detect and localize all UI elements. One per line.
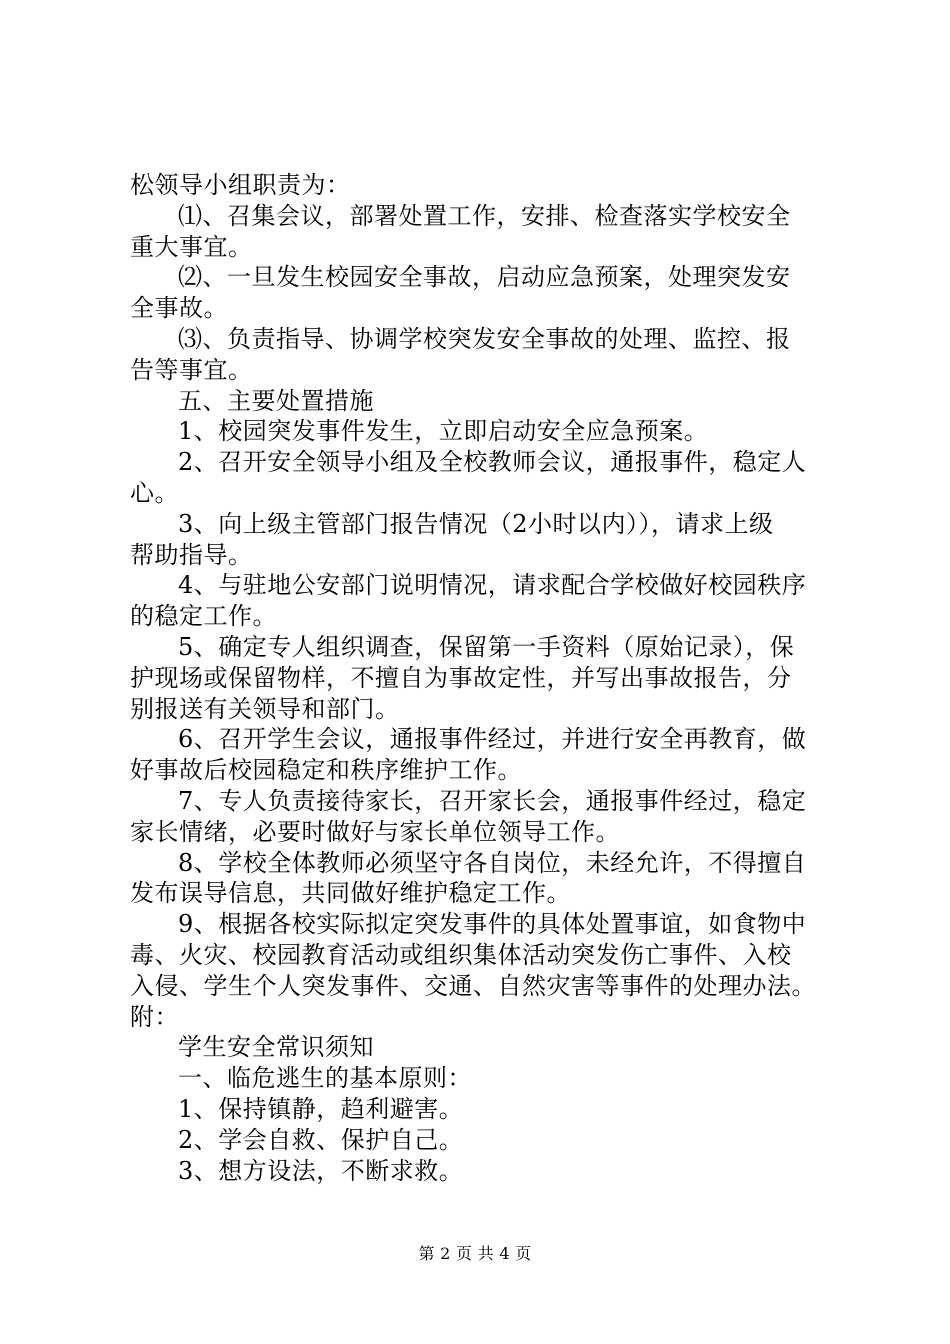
text-line: 附： (130, 1002, 179, 1031)
text-line: 1、校园突发事件发生，立即启动安全应急预案。 (178, 417, 709, 446)
text-line: 五、主要处置措施 (178, 386, 374, 415)
text-line: 2、召开安全领导小组及全校教师会议，通报事件，稳定人 (178, 448, 807, 477)
text-line: 帮助指导。 (130, 540, 253, 569)
page-number-footer: 第 2 页 共 4 页 (418, 1244, 532, 1263)
text-line: 心。 (130, 478, 179, 507)
text-line: 全事故。 (130, 294, 228, 323)
text-line: 毒、火灾、校园教育活动或组织集体活动突发伤亡事件、入校 (130, 940, 792, 969)
text-line: 5、确定专人组织调查，保留第一手资料（原始记录），保 (178, 632, 795, 661)
text-line: 3、向上级主管部门报告情况（2小时以内）），请求上级 (178, 509, 774, 538)
text-line: 9、根据各校实际拟定突发事件的具体处置事谊，如食物中 (178, 910, 807, 939)
text-line: 7、专人负责接待家长，召开家长会，通报事件经过，稳定 (178, 786, 807, 815)
text-line: ⑶、负责指导、协调学校突发安全事故的处理、监控、报 (178, 324, 791, 353)
text-line: 松领导小组职责为： (130, 171, 351, 199)
text-line: ⑵、一旦发生校园安全事故，启动应急预案，处理突发安 (178, 263, 791, 292)
text-line: 重大事宜。 (130, 232, 253, 261)
document-body (130, 170, 835, 1186)
text-line: 1、保持镇静，趋利避害。 (178, 1094, 464, 1123)
text-line: ⑴、召集会议，部署处置工作，安排、检查落实学校安全 (178, 201, 791, 230)
text-line: 家长情绪，必要时做好与家长单位领导工作。 (130, 817, 620, 846)
text-line: 告等事宜。 (130, 355, 253, 384)
text-line: 别报送有关领导和部门。 (130, 694, 400, 723)
text-line: 入侵、学生个人突发事件、交通、自然灾害等事件的处理办法。 (130, 971, 816, 1000)
text-line: 6、召开学生会议，通报事件经过，并进行安全再教育，做 (178, 725, 807, 754)
text-line: 4、与驻地公安部门说明情况，请求配合学校做好校园秩序 (178, 571, 807, 600)
text-line: 8、学校全体教师必须坚守各自岗位，未经允许，不得擅自 (178, 848, 807, 877)
text-line: 一、临危逃生的基本原则： (178, 1064, 472, 1093)
text-line: 3、想方设法，不断求救。 (178, 1156, 464, 1185)
text-line: 学生安全常识须知 (178, 1033, 374, 1062)
text-line: 的稳定工作。 (130, 602, 277, 631)
text-line: 好事故后校园稳定和秩序维护工作。 (130, 756, 522, 785)
text-line: 2、学会自救、保护自己。 (178, 1125, 464, 1154)
text-line: 发布误导信息，共同做好维护稳定工作。 (130, 879, 571, 908)
text-line: 护现场或保留物样，不擅自为事故定性，并写出事故报告，分 (130, 663, 792, 692)
